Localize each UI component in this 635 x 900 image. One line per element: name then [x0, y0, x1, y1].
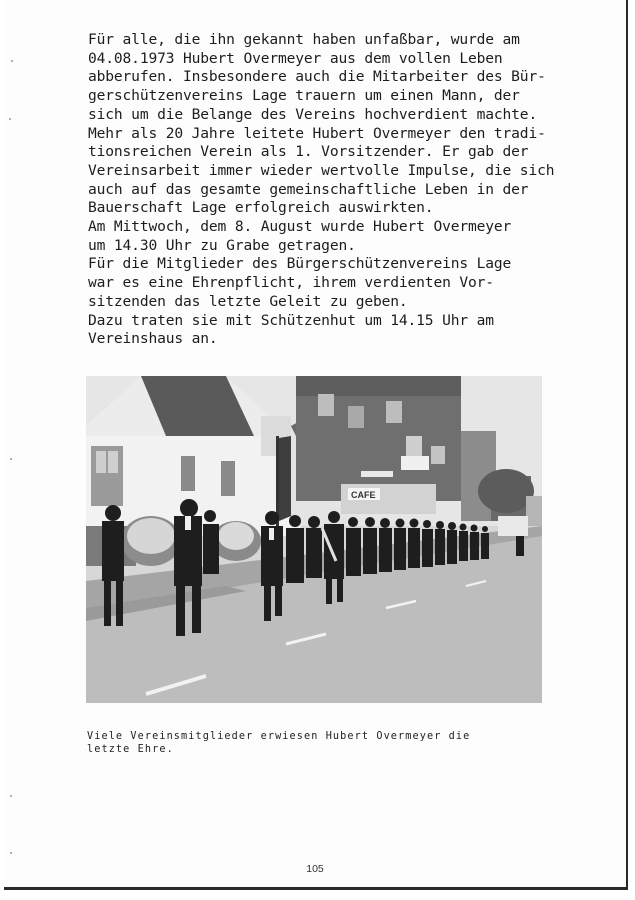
article-body: Für alle, die ihn gekannt haben unfaßbar, wurde am 04.08.1973 Hubert Overmeyer aus dem vollen Leben abberufen. Insbesondere auch die Mitarbeiter des Bür- gerschützenvereins Lage trauern um einen Mann, der sich um die Belange des Vereins hochverdient machte. Mehr als 20 Jahre leitete Hubert Overmeyer den tradi- tionsreichen Verein als 1. Vorsitzender. Er gab der Vereinsarbeit immer wieder wertvolle Impulse, die sich auch auf das gesamte gemeinschaftliche Leben in der Bauerschaft Lage erfolgreich auswirkten. Am Mittwoch, dem 8. August wurde Hubert Overmeyer um 14.30 Uhr zu Grabe getragen. Für die Mitglieder des Bürgerschützenvereins Lage war es eine Ehrenpflicht, ihrem verdienten Vor- sitzenden das letzte Geleit zu geben. Dazu traten sie mit Schützenhut um 14.15 Uhr am Vereinshaus an.	[88, 31, 555, 348]
scan-speck	[9, 118, 11, 120]
scan-speck	[10, 852, 12, 854]
document-page	[4, 0, 628, 890]
page-number: 105	[306, 863, 324, 875]
scan-speck	[11, 60, 13, 62]
photo-illustration	[86, 376, 542, 703]
funeral-procession-photo	[86, 376, 542, 703]
shop-sign-text: CAFE	[351, 490, 376, 500]
photo-caption: Viele Vereinsmitglieder erwiesen Hubert Overmeyer die letzte Ehre.	[87, 731, 471, 755]
scan-speck	[10, 458, 12, 460]
scan-speck	[10, 795, 12, 797]
